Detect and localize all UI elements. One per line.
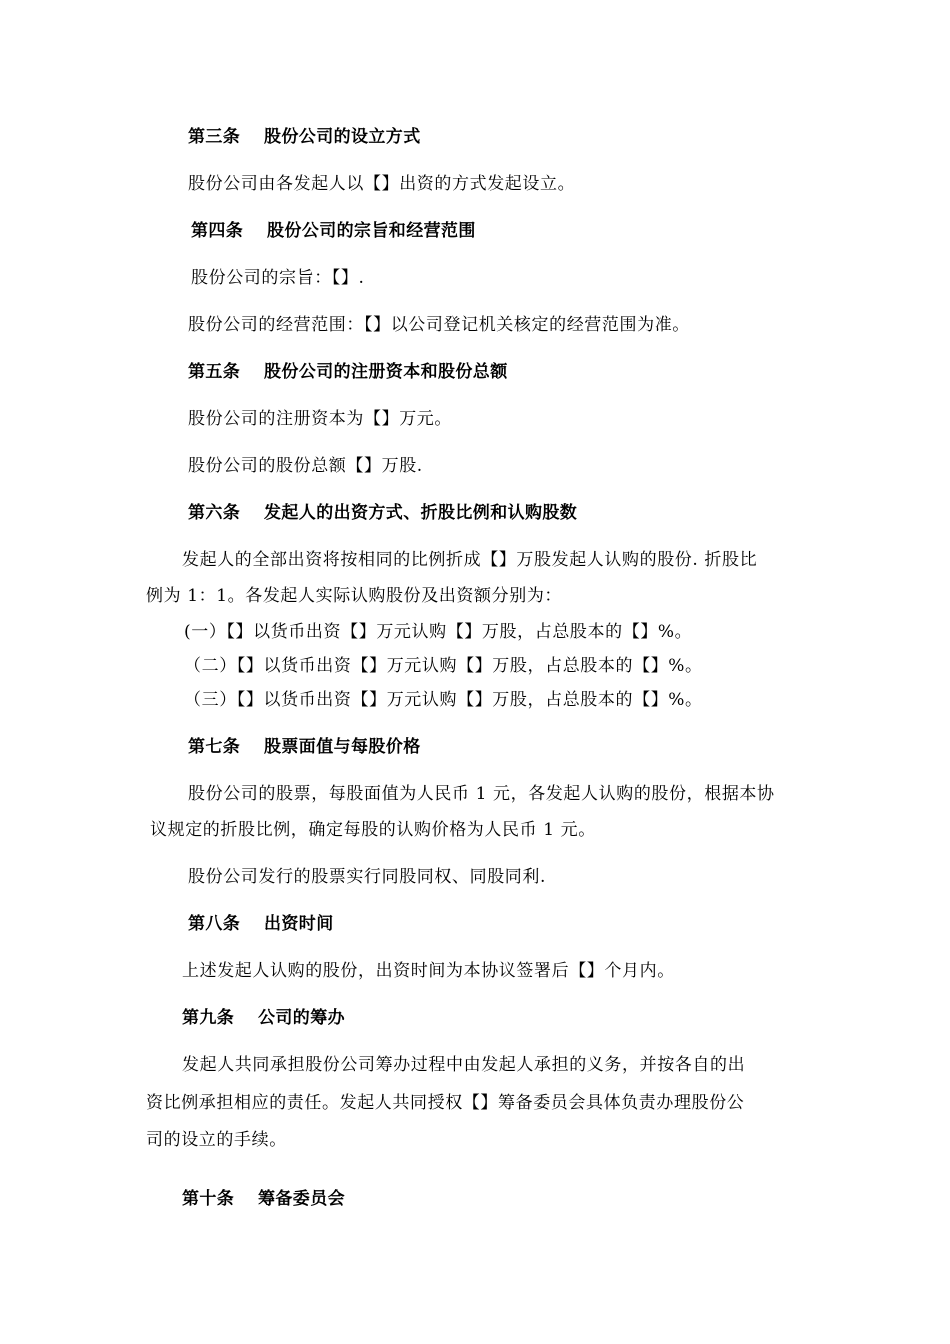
article-7-paragraph-line-2: 议规定的折股比例，确定每股的认购价格为人民币 1 元。 bbox=[150, 820, 596, 840]
article-9-paragraph-line-2: 资比例承担相应的责任。发起人共同授权【】筹备委员会具体负责办理股份公 bbox=[146, 1093, 745, 1113]
article-6-item-3: （三）【】以货币出资【】万元认购【】万股，占总股本的【】%。 bbox=[184, 690, 703, 710]
article-3-heading bbox=[188, 125, 421, 149]
article-number: 第九条 bbox=[182, 1008, 235, 1028]
article-4-heading bbox=[191, 219, 476, 243]
article-6-heading bbox=[188, 501, 577, 525]
article-title: 股票面值与每股价格 bbox=[264, 737, 421, 757]
article-7-heading bbox=[188, 735, 421, 759]
article-title: 股份公司的注册资本和股份总额 bbox=[264, 362, 508, 382]
article-4-paragraph-2: 股份公司的经营范围：【】以公司登记机关核定的经营范围为准。 bbox=[188, 315, 690, 335]
article-number: 第七条 bbox=[188, 737, 241, 757]
article-4-paragraph-1: 股份公司的宗旨：【】. bbox=[191, 268, 365, 288]
article-6-item-1: (一）【】以货币出资【】万元认购【】万股，占总股本的【】%。 bbox=[184, 622, 693, 642]
article-title: 发起人的出资方式、折股比例和认购股数 bbox=[264, 503, 578, 523]
article-number: 第六条 bbox=[188, 503, 241, 523]
article-9-heading bbox=[182, 1006, 345, 1030]
article-6-paragraph-line-1: 发起人的全部出资将按相同的比例折成【】万股发起人认购的股份. 折股比 bbox=[182, 550, 758, 570]
article-number: 第五条 bbox=[188, 362, 241, 382]
article-6-paragraph-line-2: 例为 1：1。各发起人实际认购股份及出资额分别为： bbox=[146, 586, 563, 606]
article-5-paragraph-2: 股份公司的股份总额【】万股. bbox=[188, 456, 423, 476]
article-number: 第八条 bbox=[188, 914, 241, 934]
article-9-paragraph-line-1: 发起人共同承担股份公司筹办过程中由发起人承担的义务，并按各自的出 bbox=[182, 1055, 746, 1075]
article-number: 第三条 bbox=[188, 127, 241, 147]
article-8-paragraph: 上述发起人认购的股份，出资时间为本协议签署后【】个月内。 bbox=[182, 961, 675, 981]
article-7-paragraph-2: 股份公司发行的股票实行同股同权、同股同利. bbox=[188, 867, 547, 887]
article-title: 出资时间 bbox=[264, 914, 334, 934]
article-5-heading bbox=[188, 360, 508, 384]
article-3-paragraph: 股份公司由各发起人以【】出资的方式发起设立。 bbox=[188, 174, 576, 194]
article-8-heading bbox=[188, 912, 334, 936]
article-title: 股份公司的宗旨和经营范围 bbox=[267, 221, 476, 241]
article-number: 第四条 bbox=[191, 221, 244, 241]
article-number: 第十条 bbox=[182, 1189, 235, 1209]
article-10-heading bbox=[182, 1187, 345, 1211]
article-7-paragraph-line-1: 股份公司的股票，每股面值为人民币 1 元，各发起人认购的股份，根据本协 bbox=[188, 784, 775, 804]
article-6-item-2: （二）【】以货币出资【】万元认购【】万股，占总股本的【】%。 bbox=[184, 656, 703, 676]
article-title: 股份公司的设立方式 bbox=[264, 127, 421, 147]
article-title: 公司的筹办 bbox=[258, 1008, 345, 1028]
article-title: 筹备委员会 bbox=[258, 1189, 345, 1209]
article-5-paragraph-1: 股份公司的注册资本为【】万元。 bbox=[188, 409, 452, 429]
article-9-paragraph-line-3: 司的设立的手续。 bbox=[146, 1130, 287, 1150]
